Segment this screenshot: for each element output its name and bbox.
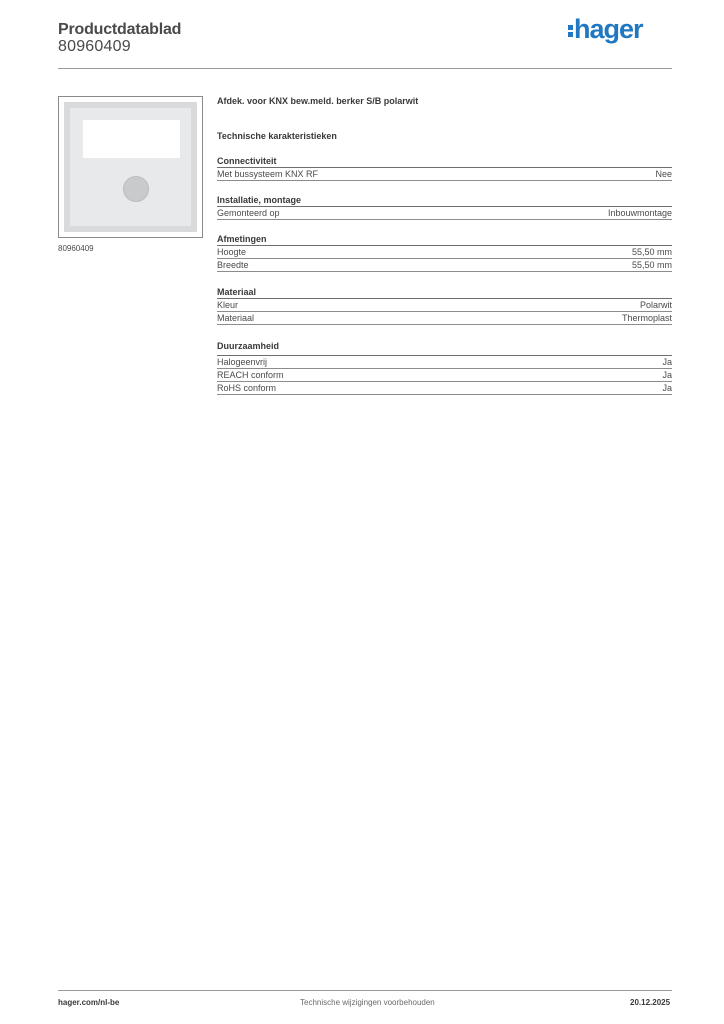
spec-value: Ja (662, 357, 672, 367)
spec-label: Gemonteerd op (217, 208, 280, 218)
group-title: Connectiviteit (217, 156, 277, 166)
cover-plate-frame (64, 102, 197, 232)
spec-value: Polarwit (639, 300, 672, 310)
spec-row (217, 356, 672, 369)
logo-text: hager (574, 14, 643, 44)
product-number: 80960409 (58, 38, 131, 55)
spec-label: Materiaal (217, 313, 255, 323)
group-title: Installatie, montage (217, 195, 302, 205)
footer-date: 20.12.2025 (630, 998, 671, 1007)
spec-value: Ja (662, 370, 672, 380)
spec-group (217, 233, 672, 272)
spec-value: Nee (655, 169, 672, 179)
spec-value: 55,50 mm (631, 247, 672, 257)
group-title: Duurzaamheid (217, 341, 280, 351)
spec-value: Inbouwmontage (607, 208, 672, 218)
image-caption: 80960409 (58, 244, 94, 253)
spec-label: REACH conform (217, 370, 284, 380)
spec-value: 55,50 mm (631, 260, 672, 270)
spec-group (217, 155, 672, 181)
spec-label: Kleur (217, 300, 239, 310)
spec-heading: Technische karakteristieken (217, 131, 337, 141)
spec-label: RoHS conform (217, 383, 277, 393)
spec-row (217, 207, 672, 220)
hager-logo[interactable] (568, 14, 643, 45)
spec-label: Met bussysteem KNX RF (217, 169, 319, 179)
spec-row (217, 369, 672, 382)
spec-value: Ja (662, 383, 672, 393)
spec-row (217, 259, 672, 272)
spec-row (217, 382, 672, 395)
spec-group (217, 194, 672, 220)
spec-row (217, 246, 672, 259)
footer-divider (58, 990, 672, 991)
sensor-lens (123, 176, 149, 202)
spec-group (217, 286, 672, 325)
product-image (58, 96, 203, 238)
spec-row (217, 168, 672, 181)
spec-row (217, 299, 672, 312)
spec-row (217, 312, 672, 325)
footer-notice: Technische wijzigingen voorbehouden (300, 998, 435, 1007)
group-title: Materiaal (217, 287, 257, 297)
sensor-window (83, 120, 180, 158)
page-title: Productdatablad (58, 21, 182, 38)
cover-plate (70, 108, 191, 226)
spec-group (217, 340, 672, 395)
header-divider (58, 68, 672, 69)
group-title: Afmetingen (217, 234, 267, 244)
spec-value: Thermoplast (621, 313, 672, 323)
spec-label: Breedte (217, 260, 249, 270)
spec-label: Halogeenvrij (217, 357, 268, 367)
spec-label: Hoogte (217, 247, 247, 257)
product-name: Afdek. voor KNX bew.meld. berker S/B polarwit (217, 96, 419, 106)
footer-website-link[interactable]: hager.com/nl-be (58, 998, 120, 1007)
